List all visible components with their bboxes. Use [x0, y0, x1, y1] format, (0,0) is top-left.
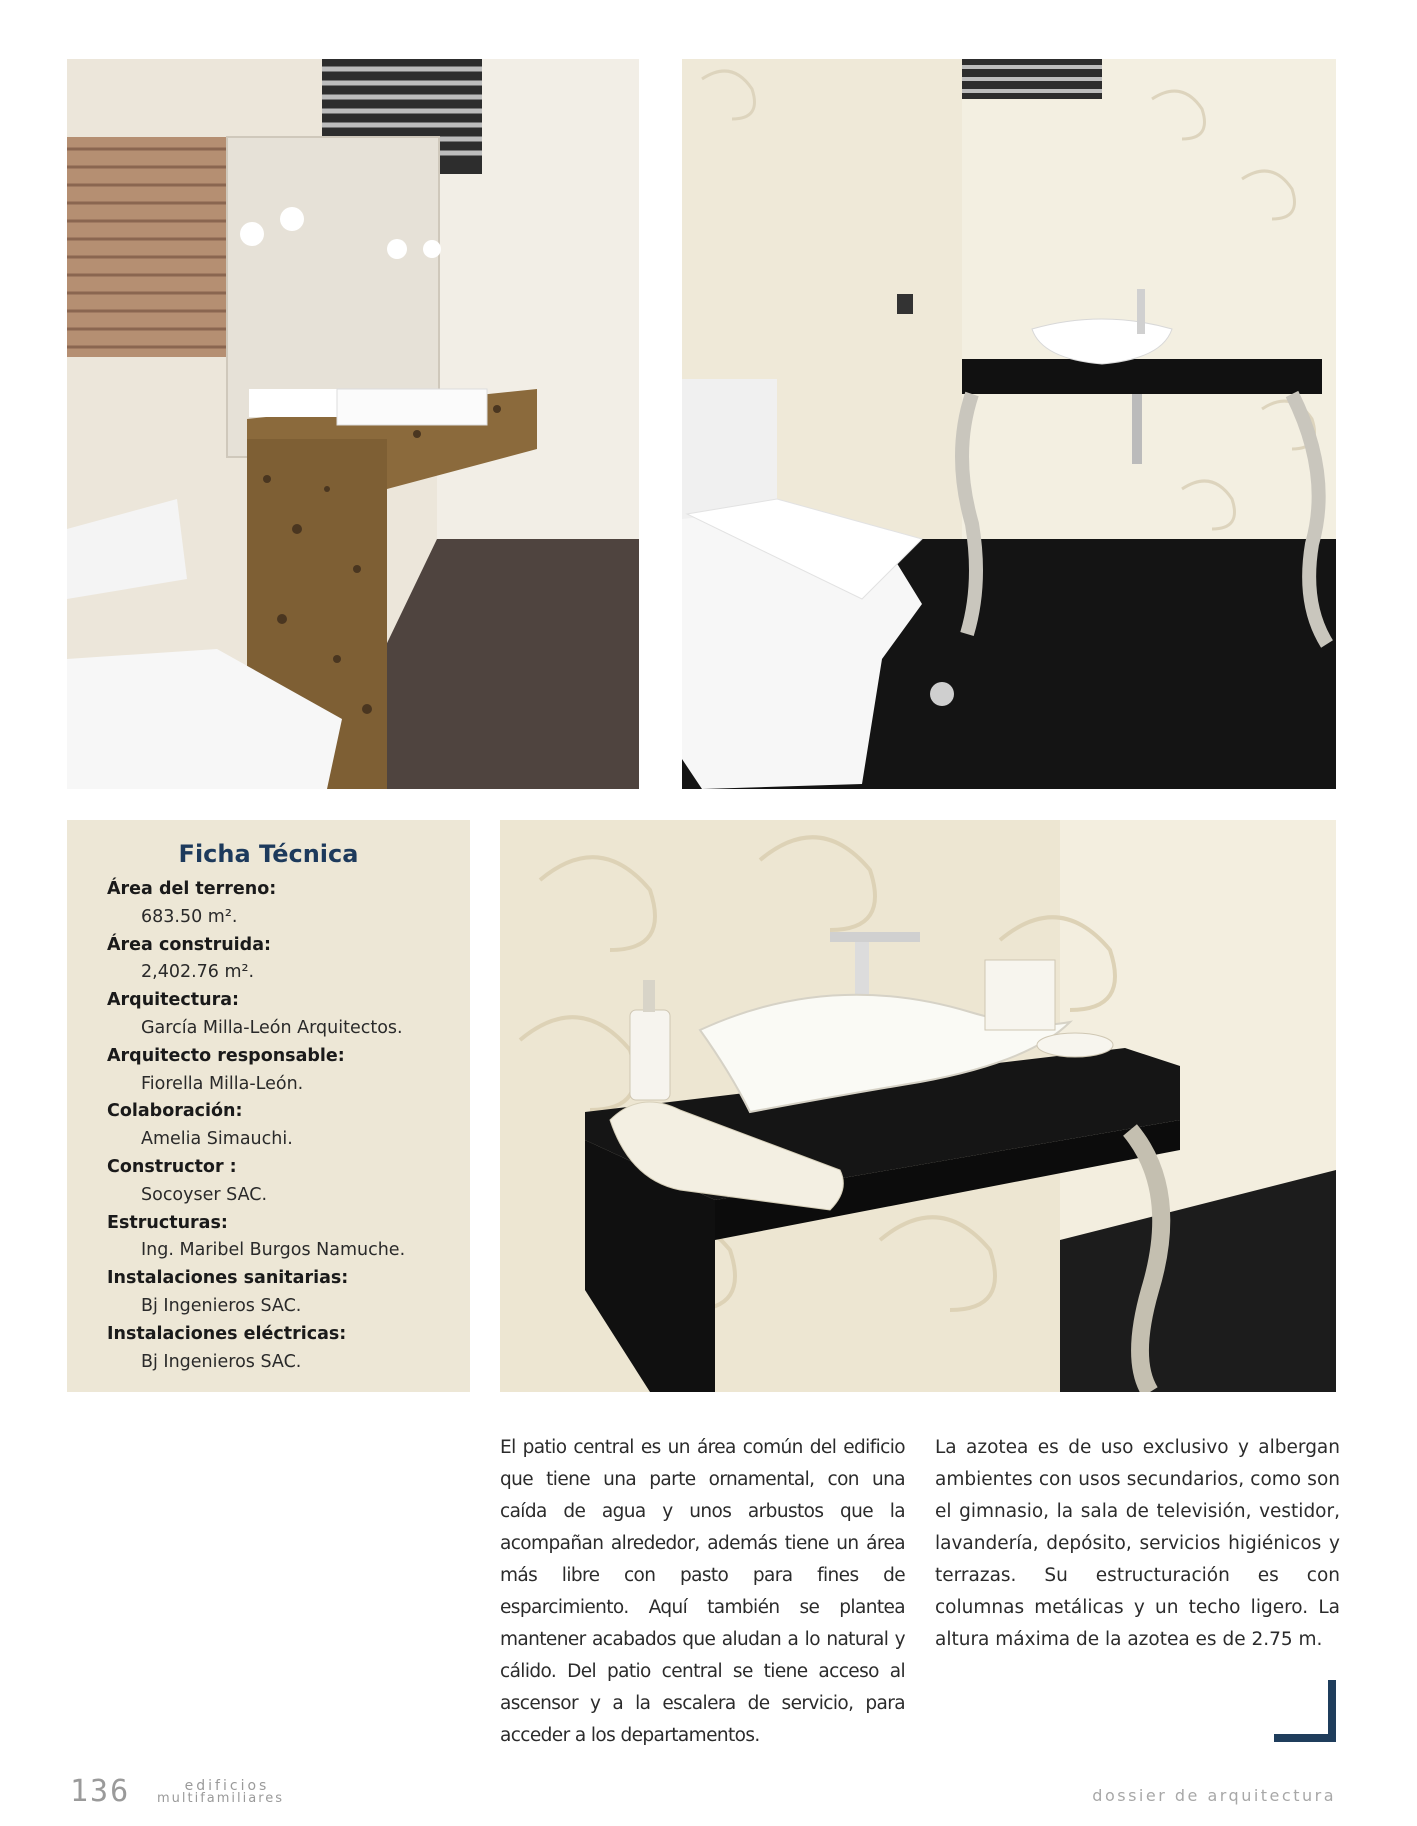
- photo-vessel-sink-closeup: [500, 820, 1336, 1392]
- body-text-column-2: La azotea es de uso exclusivo y albergan ambientes con usos secundarios, como son el gimnasio, la sala de televisión, vestidor, lavandería, depósito, servicios higiénicos y terrazas. Su estructuración es con columnas metálicas y un techo ligero. La altura máxima de la azotea es de 2.75 m.: [935, 1437, 1340, 1650]
- photo-bathroom-black-vanity: [682, 59, 1336, 789]
- spec-label: Estructuras:: [107, 1212, 228, 1233]
- spec-label: Constructor :: [107, 1156, 237, 1177]
- magazine-logo: [157, 1780, 297, 1806]
- technical-sheet: [67, 820, 470, 1392]
- photo-vessel-sink-closeup-illustration: [500, 820, 1336, 1392]
- spec-label: Colaboración:: [107, 1101, 243, 1122]
- spec-label: Instalaciones eléctricas:: [107, 1323, 347, 1344]
- spec-value: Amelia Simauchi.: [141, 1129, 293, 1150]
- spec-value: Bj Ingenieros SAC.: [141, 1351, 302, 1372]
- spec-label: Arquitecto responsable:: [107, 1045, 345, 1066]
- spec-value: 2,402.76 m².: [141, 962, 255, 983]
- spec-value: 683.50 m².: [141, 906, 238, 927]
- spec-label: Área del terreno:: [107, 879, 277, 899]
- body-text-column-1: El patio central es un área común del edificio que tiene una parte ornamental, con una caída de agua y unos arbustos que la acompañan alrededor, además tiene un área más libre con pasto para fines de esparcimiento. Aquí también se plantea mantener acabados que aludan a lo natural y cálido. Del patio central se tiene acceso al ascensor y a la escalera de servicio, para acceder a los departamentos.: [500, 1437, 905, 1746]
- corner-bracket-horizontal: [1274, 1734, 1336, 1742]
- corner-bracket-vertical: [1328, 1680, 1336, 1742]
- technical-sheet-title: Ficha Técnica: [178, 840, 359, 868]
- spec-value: Fiorella Milla-León.: [141, 1073, 304, 1094]
- magazine-logo-line2: multifamiliares: [157, 1791, 285, 1806]
- spec-label: Instalaciones sanitarias:: [107, 1268, 349, 1289]
- page-number: 136: [70, 1774, 131, 1809]
- technical-sheet-list: [107, 876, 470, 1376]
- spec-label: Arquitectura:: [107, 990, 240, 1011]
- photo-bathroom-black-vanity-illustration: [682, 59, 1336, 789]
- spec-value: Bj Ingenieros SAC.: [141, 1295, 302, 1316]
- corner-bracket-decoration: [1274, 1680, 1336, 1742]
- spec-value: Ing. Maribel Burgos Namuche.: [141, 1240, 406, 1261]
- spec-value: Socoyser SAC.: [141, 1184, 268, 1205]
- spec-label: Área construida:: [107, 934, 272, 955]
- photo-bathroom-granite-vanity: [67, 59, 639, 789]
- magazine-logo-line1: edificios: [184, 1778, 270, 1794]
- photo-bathroom-granite-vanity-illustration: [67, 59, 639, 789]
- section-name: dossier de arquitectura: [1092, 1786, 1336, 1805]
- spec-value: García Milla-León Arquitectos.: [141, 1017, 403, 1038]
